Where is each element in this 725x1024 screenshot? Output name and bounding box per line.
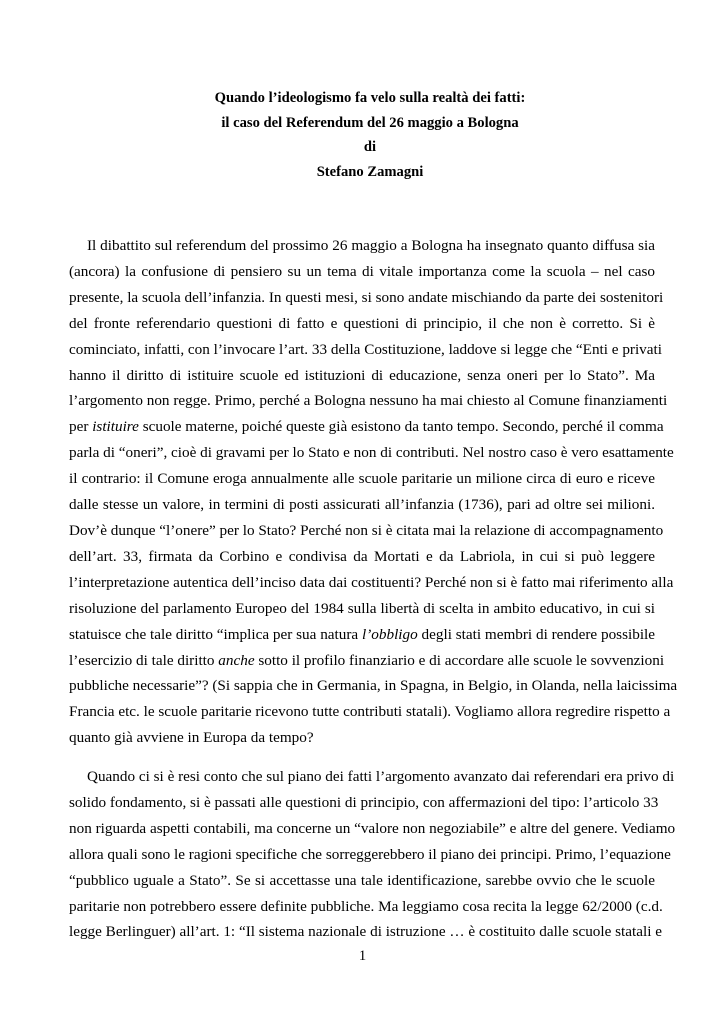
paragraph-line — [69, 648, 665, 674]
paragraph-line: il contrario: il Comune eroga annualmente alle scuole paritarie un milione circa di euro e riceve — [69, 470, 655, 488]
paragraph-line: hanno il diritto di istituire scuole ed istituzioni di educazione, senza oneri per lo Stato”. Ma — [69, 366, 655, 384]
paragraph-line: non riguarda aspetti contabili, ma concerne un “valore non negoziabile” e altre del genere. Vediamo — [69, 819, 676, 837]
text-run: scuole materne, poiché queste già esistono da tanto tempo. Secondo, perché il comma — [138, 418, 664, 436]
paragraph-line: cominciato, infatti, con l’invocare l’art. 33 della Costituzione, laddove si legge che “Enti e privati — [69, 340, 662, 358]
paragraph-line: quanto già avviene in Europa da tempo? — [69, 729, 314, 747]
title-line-2: il caso del Referendum del 26 maggio a Bologna — [221, 114, 519, 131]
paragraph-line: presente, la scuola dell’infanzia. In questi mesi, si sono andate mischiando da parte dei sostenitori — [69, 288, 664, 306]
paragraph-line: solido fondamento, si è passati alle questioni di principio, con affermazioni del tipo: l’articolo 33 — [69, 793, 659, 811]
paragraph-line: dalle stesse un valore, in termini di posti assicurati all’infanzia (1736), pari ad oltre sei milioni. — [69, 496, 655, 514]
paragraph-line: Francia etc. le scuole paritarie ricevono tutte contributi statali). Vogliamo allora regredire rispetto a — [69, 703, 671, 721]
paragraph-line: “pubblico uguale a Stato”. Se si accettasse una tale identificazione, sarebbe ovvio che le scuole — [69, 871, 655, 889]
paragraph-line: legge Berlinguer) all’art. 1: “Il sistema nazionale di istruzione … è costituito dalle scuole statali e — [69, 923, 662, 941]
paragraph-line: pubbliche necessarie”? (Si sappia che in Germania, in Spagna, in Belgio, in Olanda, nella laicissima — [69, 677, 678, 695]
paragraph-line — [69, 622, 655, 648]
paragraph-line: Dov’è dunque “l’onere” per lo Stato? Perché non si è citata mai la relazione di accompagnamento — [69, 521, 664, 539]
paragraph-line: risoluzione del parlamento Europeo del 1984 sulla libertà di scelta in ambito educativo, in cui si — [69, 599, 655, 617]
paragraph-line: parla di “oneri”, cioè di gravami per lo Stato e non di contributi. Nel nostro caso è vero esattamente — [69, 444, 674, 462]
paragraph-line: del fronte referendario questioni di fatto e questioni di principio, il che non è corretto. Si è — [69, 314, 655, 332]
paragraph-line: dell’art. 33, firmata da Corbino e condivisa da Mortati e da Labriola, in cui si può leggere — [69, 547, 655, 565]
author-name: Stefano Zamagni — [316, 163, 424, 180]
paragraph-line: (ancora) la confusione di pensiero su un tema di vitale importanza come la scuola – nel caso — [69, 262, 655, 280]
paragraph-line: allora quali sono le ragioni specifiche che sorreggerebbero il piano dei principi. Primo, l’equazione — [69, 845, 671, 863]
text-run: statuisce che tale diritto “implica per sua natura — [69, 625, 363, 643]
italic-term: anche — [218, 651, 255, 669]
paragraph-line: Quando ci si è resi conto che sul piano dei fatti l’argomento avanzato dai referendari era privo di — [87, 768, 675, 785]
page-number: 1 — [358, 948, 367, 964]
paragraph-2 — [69, 764, 676, 945]
paragraph-line: l’argomento non regge. Primo, perché a Bologna nessuno ha mai chiesto al Comune finanziamenti — [69, 392, 668, 410]
text-run: sotto il profilo finanziario e di accordare alle scuole le sovvenzioni — [254, 651, 665, 669]
document-title — [70, 86, 670, 184]
paragraph-1 — [69, 233, 678, 751]
text-run: degli stati membri di rendere possibile — [417, 625, 655, 643]
paragraph-line: paritarie non potrebbero essere definite pubbliche. Ma leggiamo cosa recita la legge 62/2000 (c.d. — [69, 897, 663, 915]
title-line-3: di — [363, 139, 377, 155]
paragraph-line — [69, 414, 664, 440]
italic-term: l’obbligo — [362, 625, 418, 643]
text-run: l’esercizio di tale diritto — [69, 651, 219, 669]
paragraph-line: l’interpretazione autentica dell’inciso data dai costituenti? Perché non si è fatto mai riferimento alla — [69, 573, 674, 591]
paragraph-line: Il dibattito sul referendum del prossimo 26 maggio a Bologna ha insegnato quanto diffusa sia — [87, 237, 655, 254]
title-line-1: Quando l’ideologismo fa velo sulla realtà dei fatti: — [214, 90, 526, 106]
italic-term: istituire — [92, 418, 139, 436]
text-run: per — [69, 418, 93, 436]
